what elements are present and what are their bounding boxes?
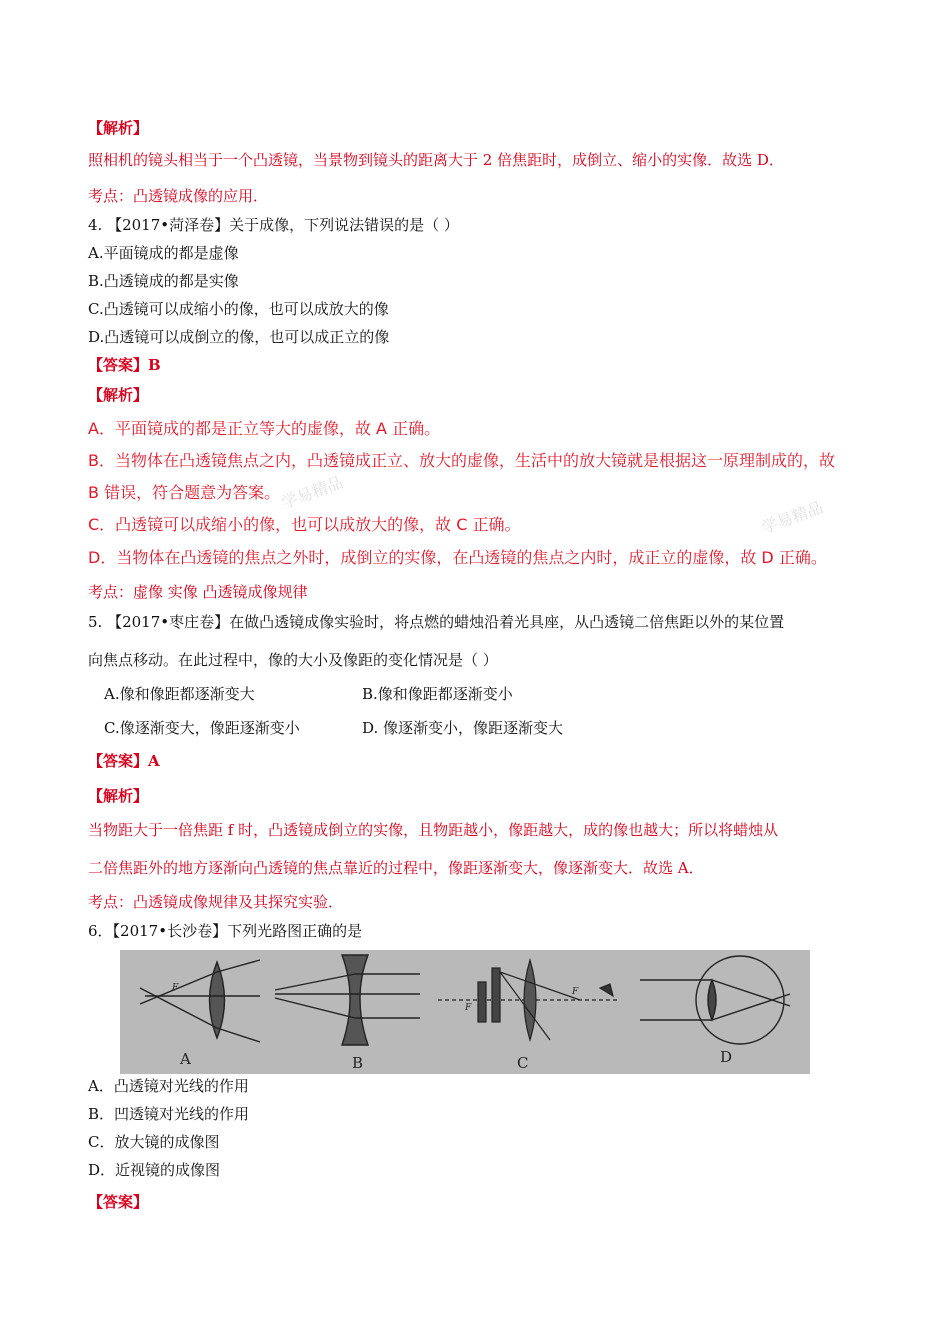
convex-lens-icon bbox=[210, 962, 225, 1038]
image-candle-icon bbox=[492, 968, 500, 1022]
q4-option-c: C.凸透镜可以成缩小的像，也可以成放大的像 bbox=[88, 300, 389, 318]
q6-option-c: C．放大镜的成像图 bbox=[88, 1133, 220, 1151]
diagram-b bbox=[275, 955, 420, 1045]
candle-icon bbox=[478, 982, 486, 1022]
q4-jiexi-line-a: A．平面镜成的都是正立等大的虚像，故 A 正确。 bbox=[88, 419, 441, 438]
q4-jiexi-line-c: C．凸透镜可以成缩小的像，也可以成放大的像，故 C 正确。 bbox=[88, 515, 521, 534]
q6-stem: 6．【2017•长沙卷】下列光路图正确的是 bbox=[88, 922, 363, 940]
q4-jiexi-line-b: B．当物体在凸透镜焦点之内，凸透镜成正立、放大的虚像，生活中的放大镜就是根据这一原理制成的，故 bbox=[88, 451, 835, 470]
figure-label-d: D bbox=[720, 1048, 733, 1066]
convex-lens-icon-c bbox=[524, 960, 536, 1040]
figure-label-c: C bbox=[517, 1054, 529, 1072]
q4-option-b: B.凸透镜成的都是实像 bbox=[88, 272, 239, 290]
q3-jiexi-text: 照相机的镜头相当于一个凸透镜，当景物到镜头的距离大于 2 倍焦距时，成倒立、缩小的实像．故选 D． bbox=[88, 151, 784, 169]
q5-jiexi-line2: 二倍焦距外的地方逐渐向凸透镜的焦点靠近的过程中，像距逐渐变大，像逐渐变大．故选 A． bbox=[88, 859, 704, 877]
q5-option-d: D. 像逐渐变小，像距逐渐变大 bbox=[362, 719, 564, 737]
optics-diagrams bbox=[120, 950, 810, 1074]
focus-label-c2: F bbox=[572, 987, 579, 997]
q6-option-d: D．近视镜的成像图 bbox=[88, 1161, 221, 1179]
q5-stem-line2: 向焦点移动。在此过程中，像的大小及像距的变化情况是（ ） bbox=[88, 651, 498, 669]
q6-answer: 【答案】 bbox=[88, 1193, 149, 1211]
concave-lens-icon bbox=[342, 955, 368, 1045]
q4-jiexi-label: 【解析】 bbox=[88, 386, 149, 404]
q3-jiexi-label: 【解析】 bbox=[88, 119, 149, 137]
q6-option-a: A．凸透镜对光线的作用 bbox=[88, 1077, 249, 1095]
q5-option-c: C.像逐渐变大，像距逐渐变小 bbox=[104, 719, 300, 737]
q5-option-b: B.像和像距都逐渐变小 bbox=[362, 685, 513, 703]
q4-jiexi-line-b2: B 错误，符合题意为答案。 bbox=[88, 483, 281, 502]
q4-option-d: D.凸透镜可以成倒立的像，也可以成正立的像 bbox=[88, 328, 390, 346]
q4-answer: 【答案】B bbox=[88, 356, 161, 374]
eye-icon bbox=[600, 984, 613, 996]
focus-label-a: F bbox=[172, 983, 179, 993]
watermark-2: 学易精品 bbox=[759, 497, 826, 538]
optics-figure bbox=[120, 950, 810, 1074]
watermark-1: 学易精品 bbox=[279, 472, 346, 513]
q4-stem: 4. 【2017•菏泽卷】关于成像，下列说法错误的是（ ） bbox=[88, 216, 459, 234]
q5-jiexi-line1: 当物距大于一倍焦距 f 时，凸透镜成倒立的实像，且物距越小，像距越大，成的像也越大；所以将蜡烛从 bbox=[88, 821, 779, 839]
q3-kaodian: 考点：凸透镜成像的应用． bbox=[88, 187, 269, 205]
q5-stem-line1: 5. 【2017•枣庄卷】在做凸透镜成像实验时，将点燃的蜡烛沿着光具座，从凸透镜二倍焦距以外的某位置 bbox=[88, 613, 785, 631]
figure-label-a: A bbox=[180, 1050, 191, 1068]
q5-option-a: A.像和像距都逐渐变大 bbox=[104, 685, 255, 703]
diagram-c bbox=[438, 960, 620, 1040]
q5-kaodian: 考点：凸透镜成像规律及其探究实验． bbox=[88, 893, 344, 911]
q4-kaodian: 考点：虚像 实像 凸透镜成像规律 bbox=[88, 583, 308, 601]
diagram-d bbox=[640, 956, 790, 1044]
eye-lens-icon bbox=[708, 980, 716, 1020]
q4-jiexi-line-d: D．当物体在凸透镜的焦点之外时，成倒立的实像，在凸透镜的焦点之内时，成正立的虚像，故 D 正确。 bbox=[88, 548, 827, 567]
q5-answer: 【答案】A bbox=[88, 752, 160, 770]
q6-option-b: B．凹透镜对光线的作用 bbox=[88, 1105, 250, 1123]
figure-label-b: B bbox=[352, 1054, 364, 1072]
q5-jiexi-label: 【解析】 bbox=[88, 787, 149, 805]
focus-label-c1: F bbox=[465, 1003, 472, 1013]
diagram-a bbox=[140, 960, 260, 1042]
q4-option-a: A.平面镜成的都是虚像 bbox=[88, 244, 239, 262]
